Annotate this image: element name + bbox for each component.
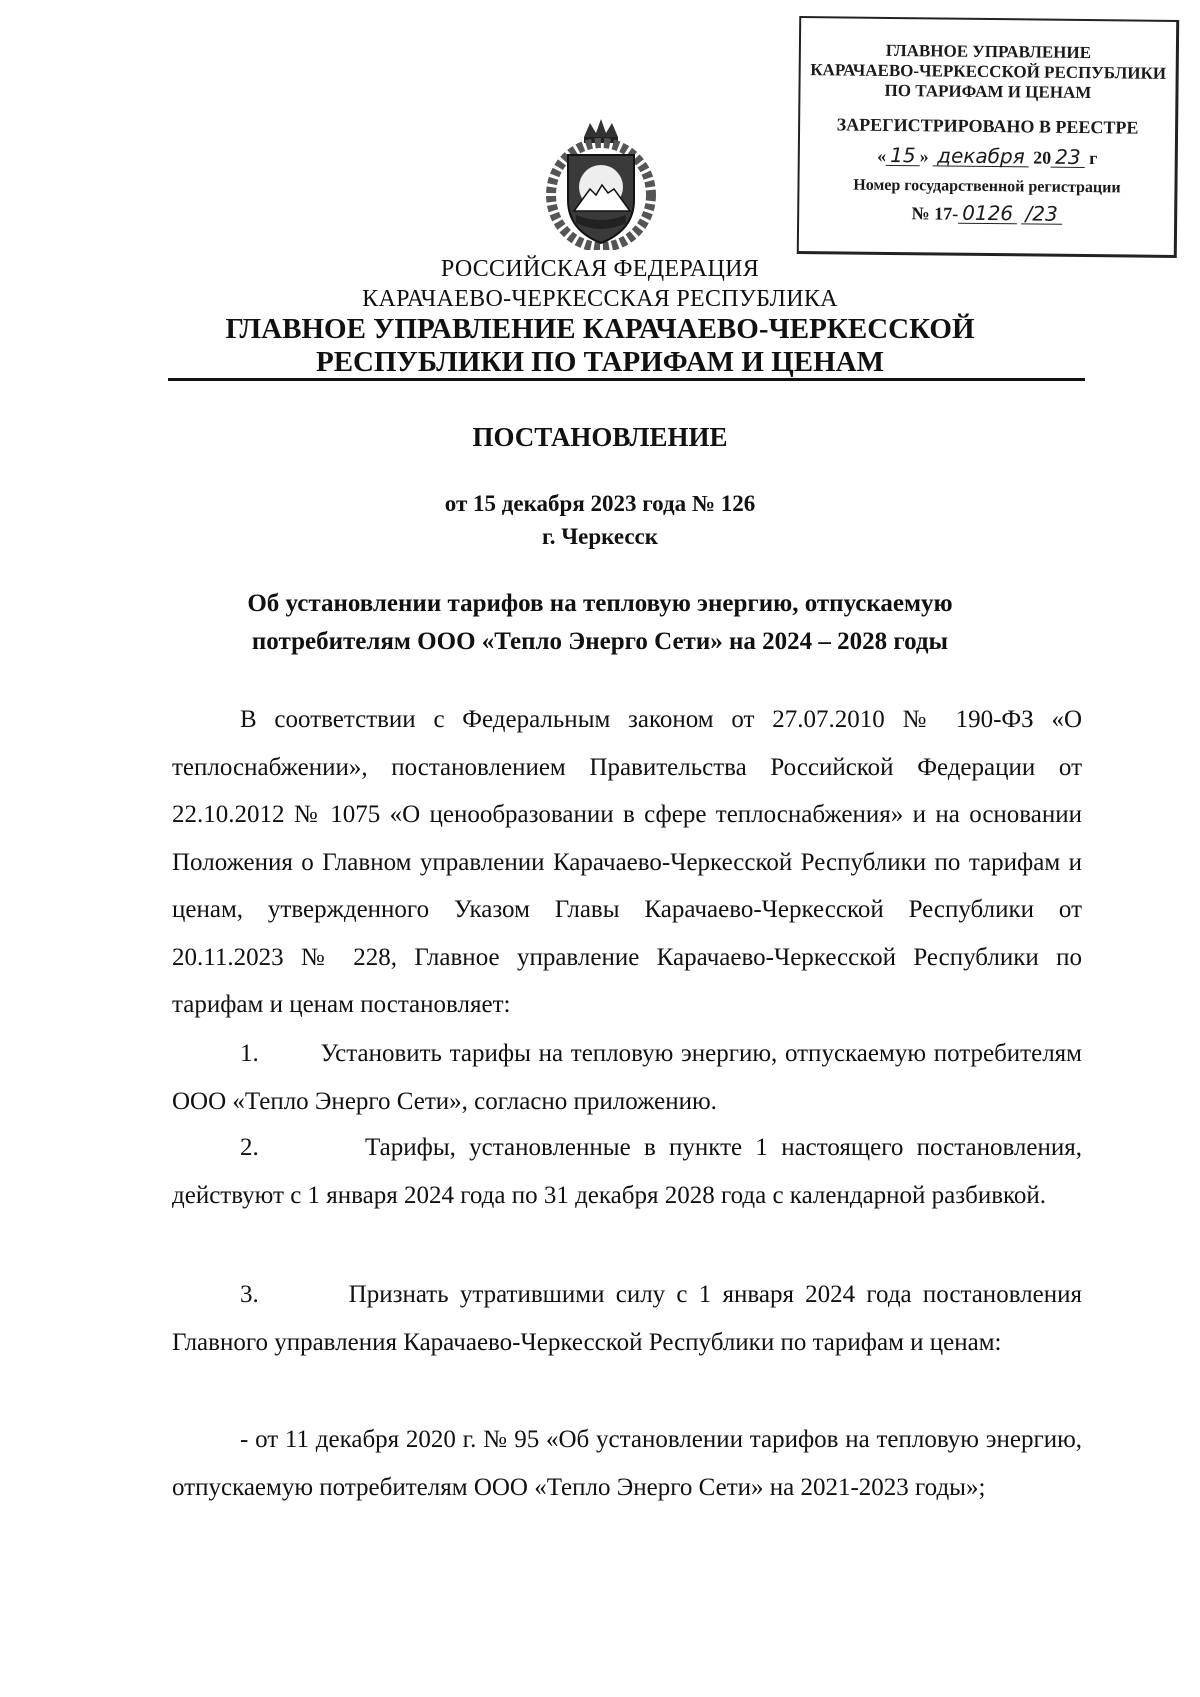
list-item-text: Установить тарифы на тепловую энергию, отпускаемую потребителям ООО «Тепло Энерго Сети», согласно приложению.: [172, 1040, 1082, 1115]
stamp-date-year-suffix: 23: [1051, 147, 1085, 168]
list-item-text: Признать утратившими силу с 1 января 2024 года постановления Главного управления Карачаево-Черкесской Республики по тарифам и ценам:: [172, 1281, 1082, 1356]
stamp-reg-number-slash: /: [1025, 201, 1033, 226]
stamp-org-line1: ГЛАВНОЕ УПРАВЛЕНИЕ: [885, 40, 1092, 63]
stamp-org-line2: КАРАЧАЕВО-ЧЕРКЕССКОЙ РЕСПУБЛИКИ: [810, 60, 1167, 83]
header-country: РОССИЙСКАЯ ФЕДЕРАЦИЯ: [440, 256, 760, 282]
coat-of-arms-icon: [546, 115, 656, 250]
header-agency-line2: РЕСПУБЛИКИ ПО ТАРИФАМ И ЦЕНАМ: [316, 346, 884, 378]
sub-item-paragraph: - от 11 декабря 2020 г. № 95 «Об установлении тарифов на тепловую энергию, отпускаемую потребителям ООО «Тепло Энерго Сети» на 2021-2023 годы»;: [172, 1426, 1082, 1501]
stamp-reg-number-label: Номер государственной регистрации: [853, 176, 1121, 197]
stamp-reg-number-prefix: № 17-: [911, 203, 959, 224]
stamp-date-month: декабря: [933, 145, 1029, 167]
list-item: [172, 1271, 1082, 1366]
list-item-number: 3.: [240, 1281, 259, 1308]
stamp-date-year-prefix: 20: [1033, 147, 1052, 168]
stamp-reg-number-year-group: [1021, 203, 1061, 224]
document-date-number: от 15 декабря 2023 года № 126: [444, 491, 756, 516]
document-city: г. Черкесск: [541, 524, 659, 549]
list-item-text: Тарифы, установленные в пункте 1 настоящего постановления, действуют с 1 января 2024 года по 31 декабря 2028 года с календарной разбивкой.: [172, 1134, 1083, 1209]
stamp-org-line3: ПО ТАРИФАМ И ЦЕНАМ: [884, 80, 1092, 103]
document-subject-line2: потребителям ООО «Тепло Энерго Сети» на 2024 – 2028 годы: [251, 628, 949, 655]
preamble-paragraph: В соответствии с Федеральным законом от 27.07.2010 № 190-ФЗ «О теплоснабжении», постановлением Правительства Российской Федерации от 22.10.2012 № 1075 «О ценообразовании в сфере теплоснабжения» и на основании Положения о Главном управлении Карачаево-Черкесской Республики по тарифам и ценам, утвержденного Указом Главы Карачаево-Черкесской Республики от 20.11.2023 № 228, Главное управление Карачаево-Черкесской Республики по тарифам и ценам постановляет:: [172, 706, 1082, 1018]
header-divider: [168, 378, 1085, 381]
stamp-reg-number-main: 0126: [958, 203, 1017, 225]
document-type: ПОСТАНОВЛЕНИЕ: [472, 422, 728, 452]
list-item: [172, 1030, 1082, 1125]
list-item-number: 2.: [240, 1134, 259, 1161]
header-region: КАРАЧАЕВО-ЧЕРКЕССКАЯ РЕСПУБЛИКА: [362, 286, 838, 312]
document-subject-line1: Об установлении тарифов на тепловую энергию, отпускаемую: [247, 590, 953, 617]
stamp-date: « 15 » декабря 20 23 г: [877, 142, 1098, 169]
stamp-reg-number: [799, 201, 1174, 226]
list-item: [172, 1124, 1082, 1219]
list-item-number: 1.: [240, 1040, 259, 1067]
header-agency-line1: ГЛАВНОЕ УПРАВЛЕНИЕ КАРАЧАЕВО-ЧЕРКЕССКОЙ: [225, 313, 975, 345]
stamp-reg-number-year: 23: [1032, 201, 1058, 226]
stamp-registered: ЗАРЕГИСТРИРОВАНО В РЕЕСТРЕ: [836, 114, 1139, 138]
stamp-date-day: 15: [886, 145, 920, 166]
stamp-date-year-unit: г: [1089, 148, 1098, 169]
registration-stamp: [797, 16, 1179, 258]
